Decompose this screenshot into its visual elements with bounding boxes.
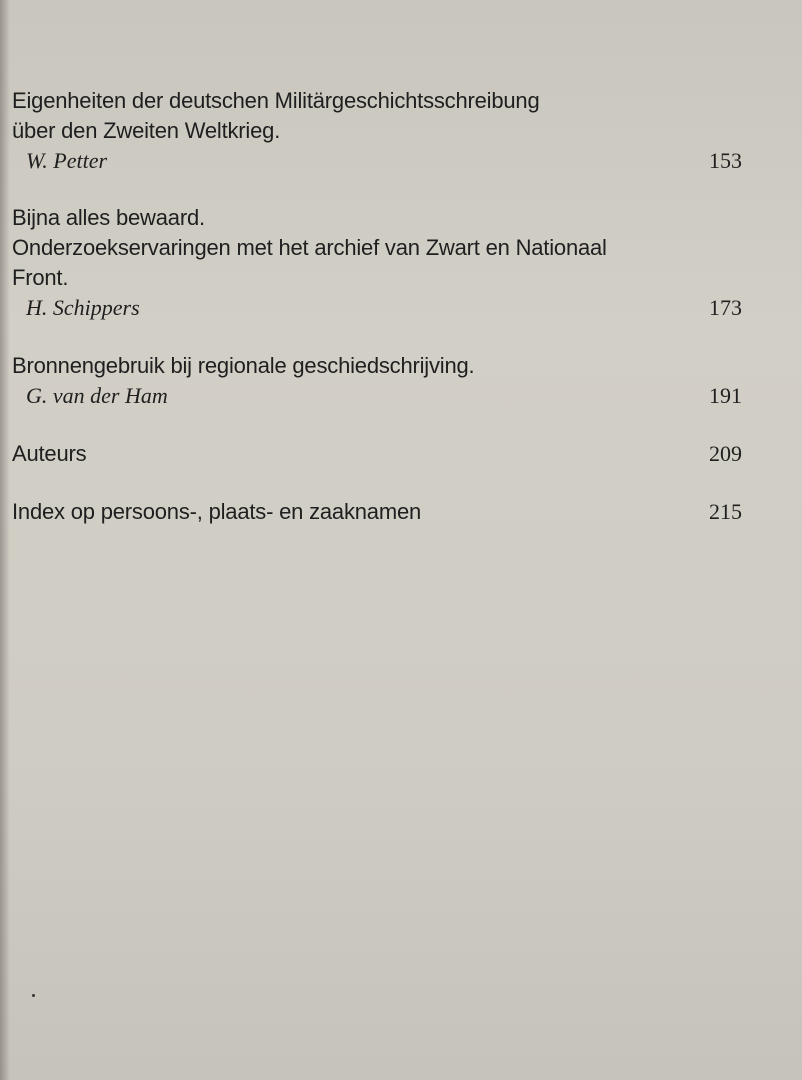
toc-entry-index [12, 497, 742, 527]
entry-author: G. van der Ham [26, 383, 168, 408]
entry-author: H. Schippers [26, 295, 140, 320]
entry-page-number: 173 [709, 295, 742, 320]
author-row [12, 293, 742, 323]
entry-title: Index op persoons-, plaats- en zaaknamen [12, 499, 422, 524]
page-edge-shadow [0, 0, 10, 1080]
entry-title-line: über den Zweiten Weltkrieg. [12, 118, 281, 143]
entry-page-number: 209 [709, 441, 742, 466]
entry-title: Auteurs [12, 441, 87, 466]
toc-entry-petter [12, 86, 742, 176]
entry-title-line: Bijna alles bewaard. [12, 205, 205, 230]
toc-entry-van-der-ham [12, 351, 742, 411]
entry-row [12, 439, 742, 469]
entry-title-line: Eigenheiten der deutschen Militärgeschichtsschreibung [12, 88, 540, 113]
author-row [12, 381, 742, 411]
entry-page-number: 215 [709, 499, 742, 524]
entry-author: W. Petter [26, 148, 108, 173]
toc-entry-auteurs [12, 439, 742, 469]
entry-title-line: Bronnengebruik bij regionale geschiedschrijving. [12, 353, 475, 378]
paper-speck [32, 994, 35, 997]
entry-title-line: Front. [12, 265, 69, 290]
entry-title-line: Onderzoekservaringen met het archief van Zwart en Nationaal [12, 235, 607, 260]
toc-entry-schippers [12, 203, 742, 323]
author-row [12, 146, 742, 176]
entry-page-number: 153 [709, 148, 742, 173]
entry-row [12, 497, 742, 527]
entry-page-number: 191 [709, 383, 742, 408]
